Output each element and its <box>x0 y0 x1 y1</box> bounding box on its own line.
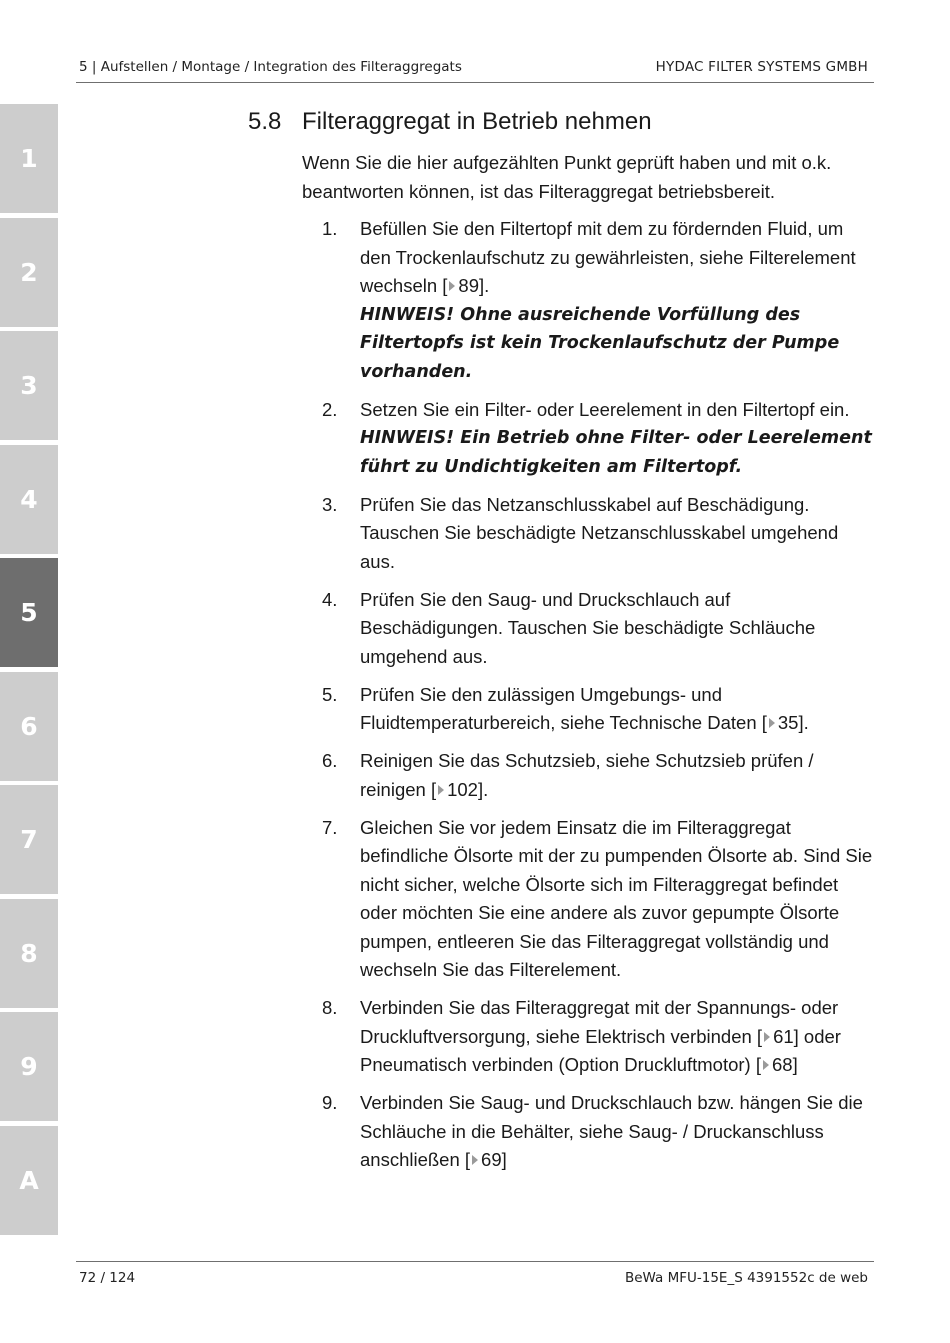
step-text-middle: ] oder Pneumatisch verbinden (Option Druckluftmotor) [ <box>360 1025 841 1075</box>
step-number: 5. <box>322 683 338 705</box>
step-number: 8. <box>322 997 338 1018</box>
section-number: 5.8 <box>248 108 282 135</box>
chapter-tab-8[interactable] <box>0 899 58 1008</box>
reference-page: 102 <box>447 778 478 800</box>
step-note: HINWEIS! Ein Betrieb ohne Filter- oder Leerelement führt zu Undichtigkeiten am Filtertopf. <box>360 428 872 477</box>
step-3 <box>302 491 874 577</box>
step-text: Prüfen Sie den Saug- und Druckschlauch auf Beschädigungen. Tauschen Sie beschädigte Schläuche umgehend aus. <box>360 588 816 667</box>
step-9 <box>302 1089 874 1175</box>
reference-arrow-icon <box>769 718 775 728</box>
page-reference-link[interactable] <box>436 779 478 800</box>
step-text: Gleichen Sie vor jedem Einsatz die im Filteraggregat befindliche Ölsorte mit der zu pumpenden Ölsorte ab. Sind Sie nicht sicher, welche Ölsorte sich im Filteraggregat befindet oder möchten Sie eine andere als zuvor gepumpte Ölsorte pumpen, entleeren Sie das Filteraggregat vollständig und wechseln Sie das Filterelement. <box>360 816 873 980</box>
chapter-tab-label: 8 <box>20 938 38 968</box>
page-reference-link[interactable] <box>762 1026 794 1047</box>
header-chapter: 5 | Aufstellen / Montage / Integration des Filteraggregats <box>79 59 462 75</box>
step-number: 9. <box>322 1092 338 1113</box>
step-number: 2. <box>322 398 338 420</box>
document-id: BeWa MFU-15E_S 4391552c de web <box>624 1270 868 1286</box>
step-6 <box>302 747 874 804</box>
step-number: 6. <box>322 750 338 771</box>
chapter-tab-label: 7 <box>20 825 38 854</box>
chapter-tabs <box>0 104 58 1239</box>
step-text: Setzen Sie ein Filter- oder Leerelement in den Filtertopf ein. <box>360 398 850 420</box>
page-reference-link[interactable] <box>767 712 799 733</box>
step-number: 4. <box>322 588 338 610</box>
reference-arrow-icon <box>449 281 455 291</box>
chapter-tab-1[interactable] <box>0 104 58 213</box>
page-number: 72 / 124 <box>79 1270 136 1286</box>
section-intro: Wenn Sie die hier aufgezählten Punkt geprüft haben und mit o.k. beantworten können, ist das Filteraggregat betriebsbereit. <box>302 152 832 202</box>
step-7 <box>302 814 874 985</box>
step-text: Verbinden Sie Saug- und Druckschlauch bzw. hängen Sie die Schläuche in die Behälter, siehe Saug- / Druckanschluss anschließen [ <box>360 1092 863 1170</box>
step-text: Reinigen Sie das Schutzsieb, siehe Schutzsieb prüfen / reinigen [ <box>360 750 814 800</box>
reference-page: 69 <box>481 1149 502 1170</box>
reference-arrow-icon <box>438 785 444 795</box>
chapter-tab-3[interactable] <box>0 331 58 440</box>
chapter-tab-2[interactable] <box>0 218 58 327</box>
page-reference-link[interactable] <box>470 1149 502 1170</box>
reference-page: 35 <box>777 712 799 733</box>
chapter-tab-9[interactable] <box>0 1012 58 1121</box>
chapter-tab-label: 5 <box>20 598 38 627</box>
step-number: 7. <box>322 816 338 838</box>
step-text-end: ]. <box>798 712 809 733</box>
chapter-tab-label: 3 <box>20 371 38 400</box>
reference-arrow-icon <box>764 1032 770 1042</box>
step-text-end: ] <box>501 1149 507 1170</box>
chapter-tab-a[interactable] <box>0 1126 58 1235</box>
page-footer <box>76 1261 874 1292</box>
step-4 <box>302 586 874 672</box>
step-text: Prüfen Sie das Netzanschlusskabel auf Beschädigung. Tauschen Sie beschädigte Netzanschlusskabel umgehend aus. <box>360 493 839 572</box>
step-note: HINWEIS! Ohne ausreichende Vorfüllung des Filtertopfs ist kein Trockenlaufschutz der Pumpe vorhanden. <box>360 304 840 382</box>
page-reference-link[interactable] <box>447 275 479 296</box>
step-text: Verbinden Sie das Filteraggregat mit der Spannungs- oder Druckluftversorgung, siehe Elektrisch verbinden [ <box>360 997 839 1047</box>
chapter-tab-label: A <box>19 1165 39 1195</box>
chapter-tab-label: 4 <box>20 484 38 514</box>
chapter-tab-label: 6 <box>20 711 38 741</box>
section-heading: Filteraggregat in Betrieb nehmen <box>302 108 652 135</box>
step-list <box>302 215 874 1184</box>
step-text: Befüllen Sie den Filtertopf mit dem zu fördernden Fluid, um den Trockenlaufschutz zu gewährleisten, siehe Filterelement wechseln [ <box>360 218 856 296</box>
chapter-tab-label: 9 <box>20 1052 38 1081</box>
step-8 <box>302 994 874 1080</box>
chapter-tab-label: 1 <box>20 144 38 173</box>
step-number: 3. <box>322 493 338 515</box>
chapter-tab-6[interactable] <box>0 672 58 781</box>
step-text-end: ]. <box>477 778 489 800</box>
reference-page: 68 <box>772 1054 793 1075</box>
reference-page: 89 <box>458 275 479 296</box>
step-1 <box>302 215 874 386</box>
reference-arrow-icon <box>472 1155 478 1165</box>
step-text-end: ] <box>792 1054 798 1075</box>
page-reference-link[interactable] <box>761 1054 793 1075</box>
step-text-end: ]. <box>478 275 490 296</box>
chapter-tab-5[interactable] <box>0 558 58 667</box>
step-2 <box>302 396 874 482</box>
page-header <box>76 56 874 83</box>
reference-page: 61 <box>773 1025 794 1047</box>
section-title <box>248 108 652 136</box>
step-number: 1. <box>322 218 338 239</box>
chapter-tab-4[interactable] <box>0 445 58 554</box>
step-5 <box>302 681 874 738</box>
reference-arrow-icon <box>763 1060 769 1070</box>
chapter-tab-7[interactable] <box>0 785 58 894</box>
step-text: Prüfen Sie den zulässigen Umgebungs- und Fluidtemperaturbereich, siehe Technische Daten [ <box>360 683 767 733</box>
chapter-tab-label: 2 <box>20 257 38 287</box>
header-company: HYDAC FILTER SYSTEMS GMBH <box>655 59 868 75</box>
